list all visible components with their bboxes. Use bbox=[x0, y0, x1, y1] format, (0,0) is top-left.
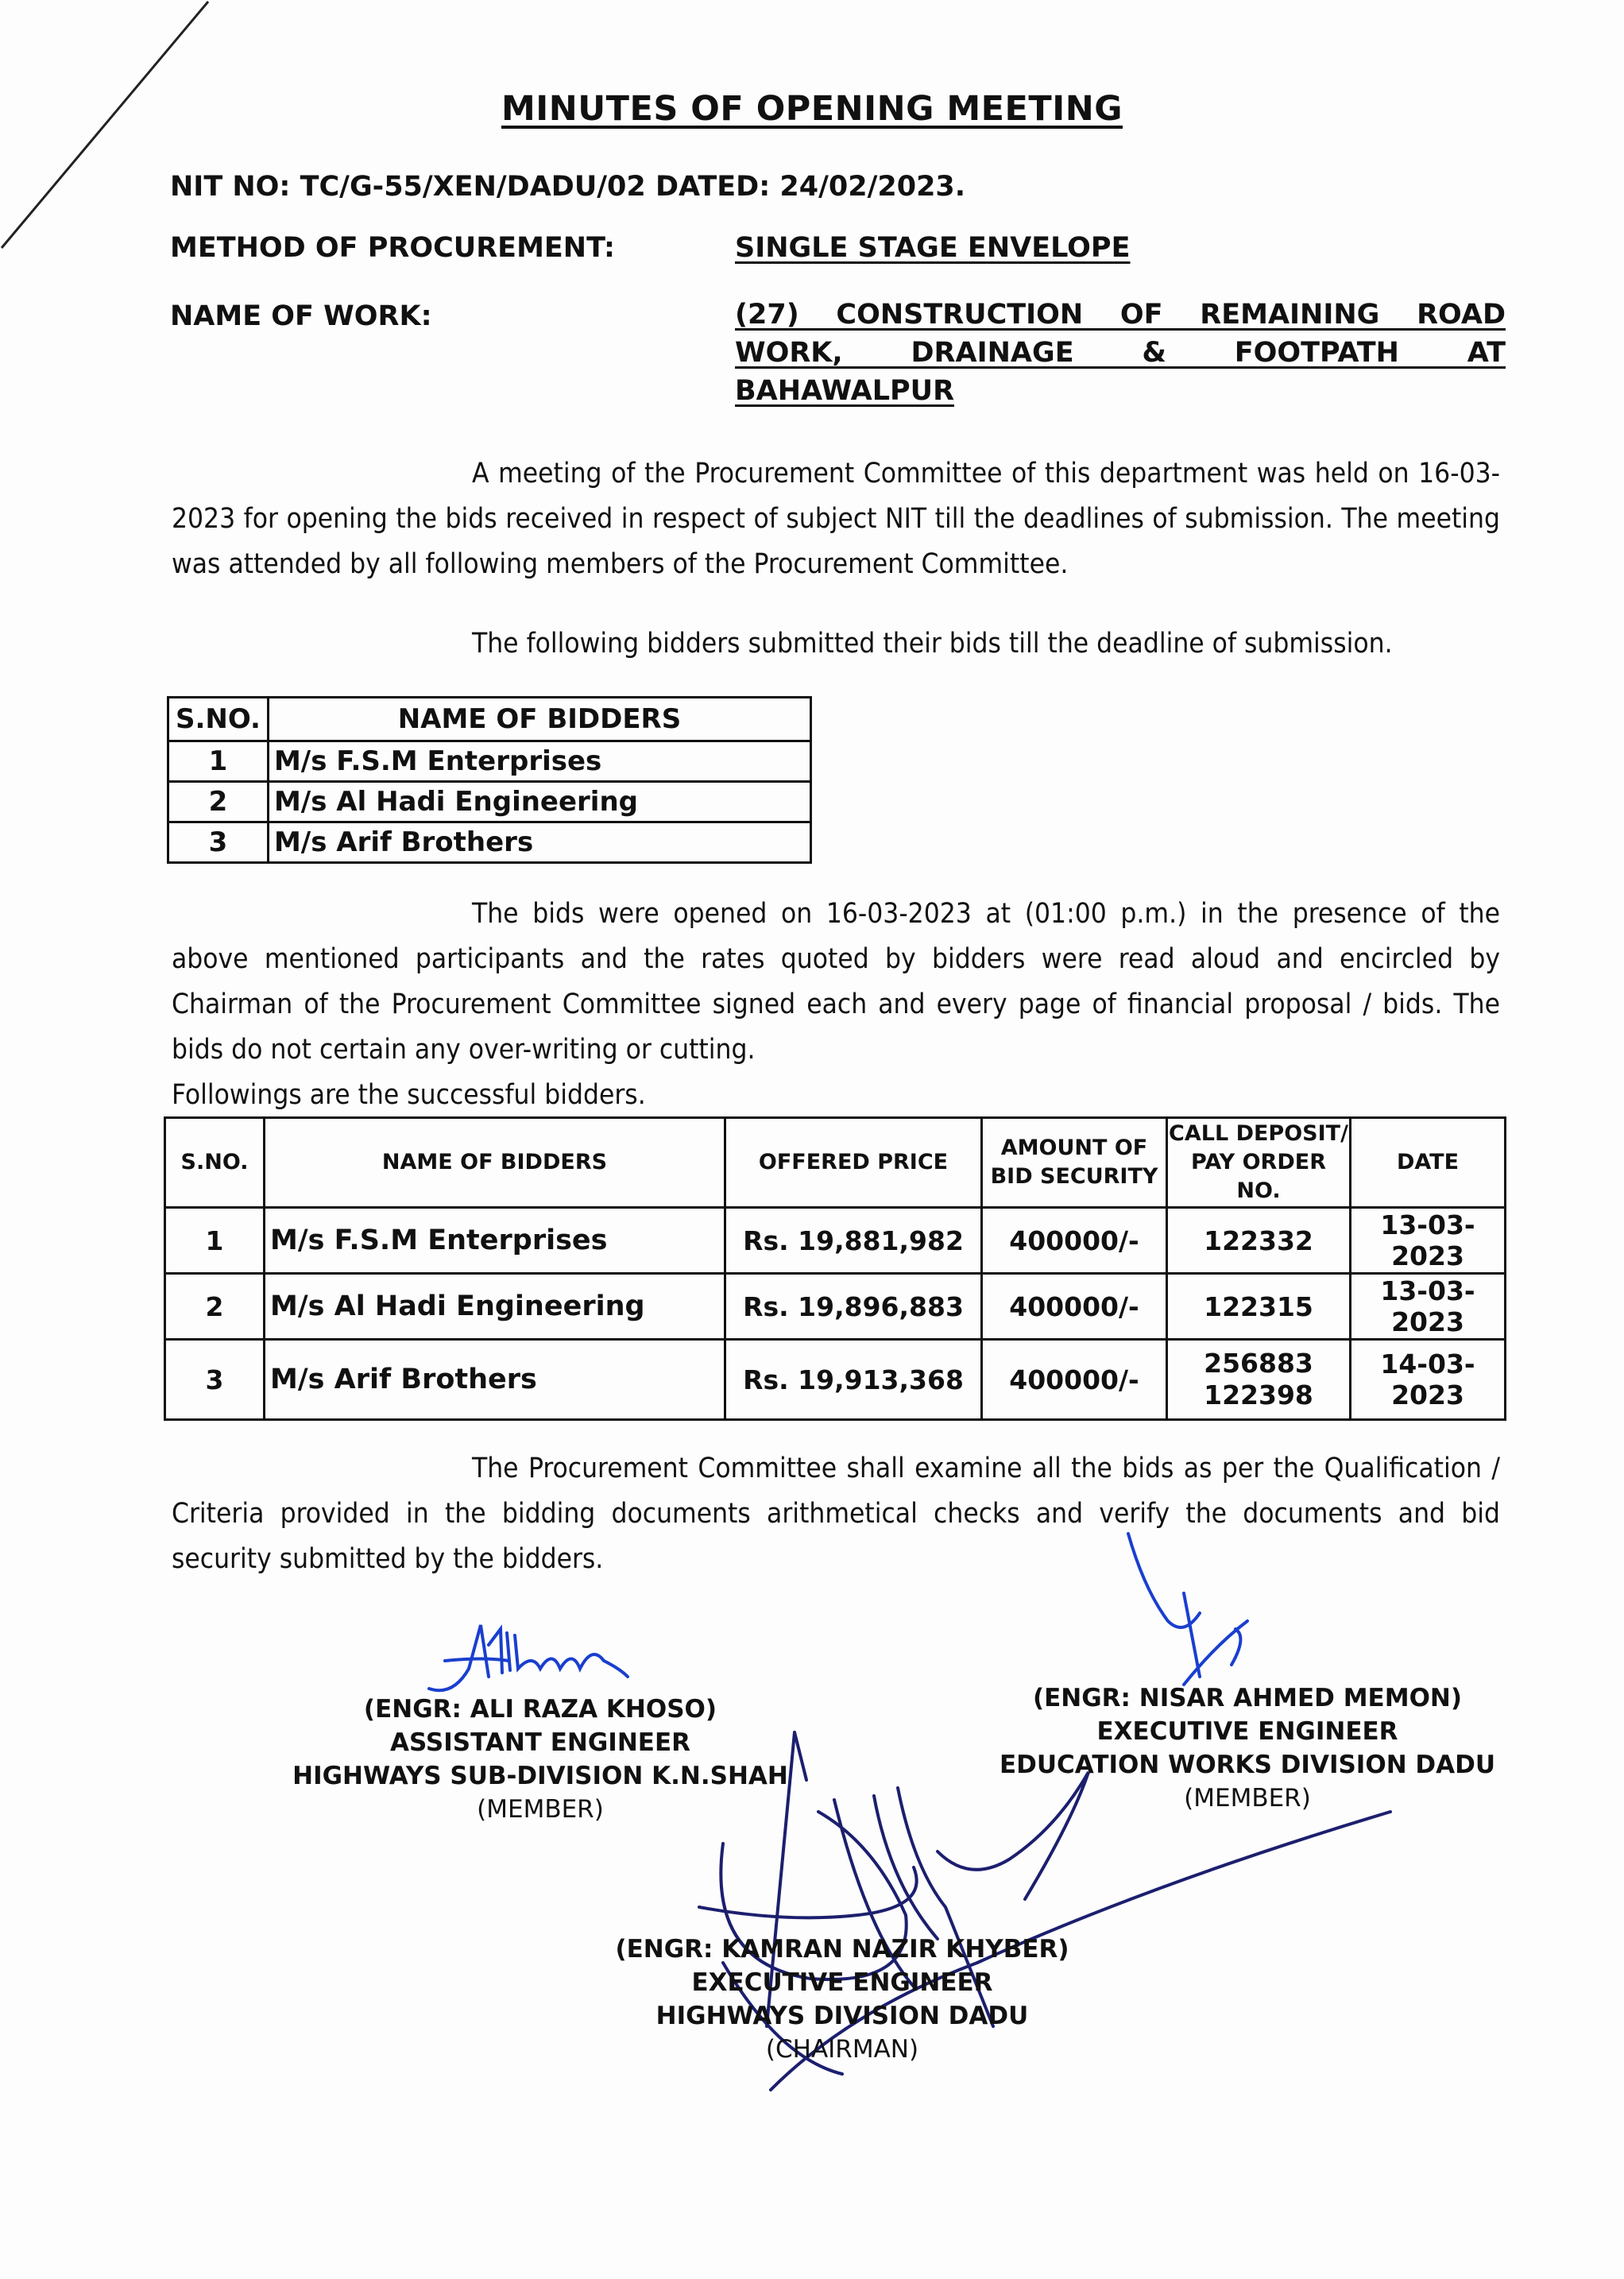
table-row bbox=[165, 1274, 1506, 1340]
row-sno: 1 bbox=[165, 1208, 265, 1274]
row-price: Rs. 19,896,883 bbox=[725, 1274, 982, 1340]
bidders-intro: The following bidders submitted their bids till the deadline of submission. bbox=[472, 628, 1393, 660]
row-deposit: 122315 bbox=[1167, 1274, 1351, 1340]
signatory-designation: ASSISTANT ENGINEER bbox=[390, 1728, 690, 1757]
nit-number: NIT NO: TC/G-55/XEN/DADU/02 DATED: 24/02/2023. bbox=[170, 171, 966, 203]
signatory-name: (ENGR: KAMRAN NAZIR KHYBER) bbox=[615, 1935, 1069, 1964]
header-deposit-line1: CALL DEPOSIT/ bbox=[1169, 1121, 1348, 1146]
row-name: M/s Arif Brothers bbox=[265, 1340, 725, 1420]
bidders-table bbox=[167, 696, 812, 864]
signatory-role: (CHAIRMAN) bbox=[765, 2035, 919, 2064]
row-security: 400000/- bbox=[982, 1340, 1167, 1420]
method-value: SINGLE STAGE ENVELOPE bbox=[735, 232, 1131, 264]
signatory-designation: EXECUTIVE ENGINEER bbox=[1096, 1717, 1398, 1746]
row-price: Rs. 19,913,368 bbox=[725, 1340, 982, 1420]
row-name: M/s F.S.M Enterprises bbox=[265, 1208, 725, 1274]
row-sno: 1 bbox=[168, 741, 269, 782]
table-row bbox=[165, 1208, 1506, 1274]
row-date: 13-03-2023 bbox=[1351, 1208, 1506, 1274]
successful-table-header bbox=[165, 1118, 1506, 1208]
table-row bbox=[168, 822, 811, 863]
deposit-number: 256883 bbox=[1204, 1348, 1313, 1379]
table-row bbox=[165, 1340, 1506, 1420]
signatory-memon bbox=[961, 1681, 1533, 1815]
row-deposit: 122332 bbox=[1167, 1208, 1351, 1274]
successful-intro: Followings are the successful bidders. bbox=[172, 1079, 646, 1111]
work-value: (27) CONSTRUCTION OF REMAINING ROAD WORK, DRAINAGE & FOOTPATH AT BAHAWALPUR bbox=[735, 299, 1506, 407]
signatory-role: (MEMBER) bbox=[477, 1795, 604, 1824]
row-name: M/s F.S.M Enterprises bbox=[268, 741, 810, 782]
method-label: METHOD OF PROCUREMENT: bbox=[170, 232, 616, 264]
row-name: M/s Arif Brothers bbox=[268, 822, 810, 863]
signatory-khoso bbox=[262, 1693, 818, 1826]
row-sno: 3 bbox=[165, 1340, 265, 1420]
header-price: OFFERED PRICE bbox=[725, 1118, 982, 1208]
header-sno: S.NO. bbox=[168, 698, 269, 741]
signatory-office: HIGHWAYS DIVISION DADU bbox=[655, 2002, 1029, 2030]
work-label: NAME OF WORK: bbox=[170, 300, 432, 332]
signatory-office: EDUCATION WORKS DIVISION DADU bbox=[999, 1751, 1496, 1779]
signatory-name: (ENGR: ALI RAZA KHOSO) bbox=[363, 1695, 717, 1724]
signatory-designation: EXECUTIVE ENGINEER bbox=[691, 1968, 993, 1997]
opening-paragraph: The bids were opened on 16-03-2023 at (01:00 p.m.) in the presence of the above mentioned participants and the rates quoted by bidders were read aloud and encircled by Chairman of the Procurement Committee signed each and every page of financial proposal / bids. The bids do not certain any over-writing or cutting. bbox=[172, 898, 1500, 1066]
signatory-name: (ENGR: NISAR AHMED MEMON) bbox=[1032, 1684, 1463, 1712]
row-security: 400000/- bbox=[982, 1274, 1167, 1340]
header-security-line2: BID SECURITY bbox=[990, 1164, 1158, 1189]
corner-pen-mark bbox=[0, 0, 238, 262]
row-price: Rs. 19,881,982 bbox=[725, 1208, 982, 1274]
header-security bbox=[982, 1118, 1167, 1208]
header-deposit-line2: PAY ORDER NO. bbox=[1191, 1150, 1326, 1203]
signatory-khyber bbox=[572, 1933, 1112, 2066]
header-name: NAME OF BIDDERS bbox=[268, 698, 810, 741]
header-name: NAME OF BIDDERS bbox=[265, 1118, 725, 1208]
header-sno: S.NO. bbox=[165, 1118, 265, 1208]
deposit-number: 122398 bbox=[1204, 1379, 1313, 1410]
table-row bbox=[168, 741, 811, 782]
row-name: M/s Al Hadi Engineering bbox=[268, 782, 810, 822]
row-sno: 3 bbox=[168, 822, 269, 863]
signature-khoso-icon bbox=[413, 1613, 667, 1701]
row-sno: 2 bbox=[168, 782, 269, 822]
meeting-paragraph: A meeting of the Procurement Committee of this department was held on 16-03-2023 for opening the bids received in respect of subject NIT till the deadlines of submission. The meeting was attended by all following members of the Procurement Committee. bbox=[172, 458, 1500, 580]
row-date: 13-03-2023 bbox=[1351, 1274, 1506, 1340]
header-date: DATE bbox=[1351, 1118, 1506, 1208]
successful-bidders-table bbox=[164, 1116, 1506, 1421]
row-security: 400000/- bbox=[982, 1208, 1167, 1274]
row-name: M/s Al Hadi Engineering bbox=[265, 1274, 725, 1340]
bidders-table-header bbox=[168, 698, 811, 741]
signatory-office: HIGHWAYS SUB-DIVISION K.N.SHAH bbox=[292, 1762, 788, 1790]
header-security-line1: AMOUNT OF bbox=[1000, 1136, 1148, 1160]
signatory-role: (MEMBER) bbox=[1184, 1784, 1311, 1813]
page-title: MINUTES OF OPENING MEETING bbox=[501, 89, 1123, 129]
examination-paragraph: The Procurement Committee shall examine all the bids as per the Qualification / Criteria provided in the bidding documents arithmetical checks and verify the documents and bid security submitted by the bidders. bbox=[172, 1453, 1500, 1575]
row-date: 14-03-2023 bbox=[1351, 1340, 1506, 1420]
row-sno: 2 bbox=[165, 1274, 265, 1340]
header-deposit bbox=[1167, 1118, 1351, 1208]
table-row bbox=[168, 782, 811, 822]
row-deposit bbox=[1167, 1340, 1351, 1420]
